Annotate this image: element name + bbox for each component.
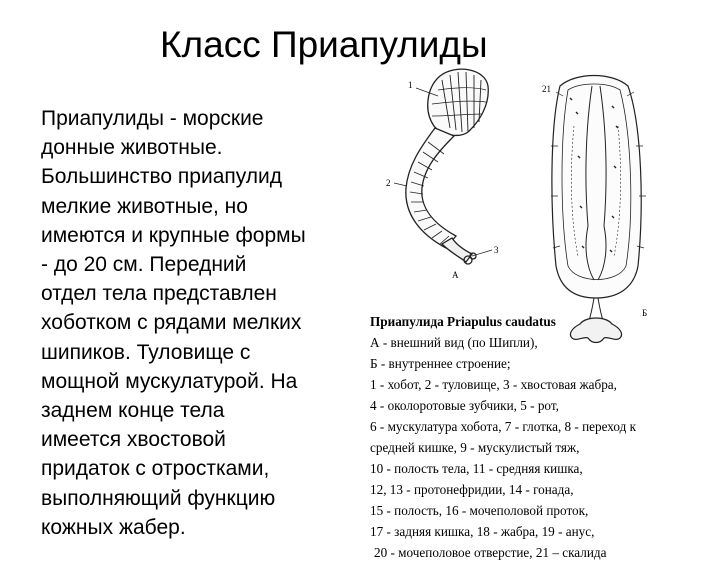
body-line: выполняющий функцию [41,486,276,510]
caption-line: 15 - полость, 16 - мочеполовой проток, [370,503,589,518]
body-line: Большинство приапулид [41,165,283,189]
body-line: имеется хвостовой [41,428,226,452]
caption-line: средней кишке, 9 - мускулистый тяж, [370,440,580,455]
figure-label-1: 1 [408,80,413,90]
body-line: Приапулиды - морские [41,107,264,130]
slide-title: Класс Приапулиды [160,24,488,65]
body-text [41,104,361,542]
figure-label-2: 2 [386,178,391,188]
body-line: хоботком с рядами мелких [41,311,302,335]
caption-line: 10 - полость тела, 11 - средняя кишка, [370,461,583,476]
body-line: шипиков. Туловище с [41,340,251,364]
body-line: кожных жабер. [41,515,186,539]
body-line: заднем конце тела [41,399,225,423]
caption-line: 12, 13 - протонефридии, 14 - гонада, [370,482,574,497]
body-line: придаток с отростками, [41,457,270,481]
body-line: донные животные. [41,136,223,160]
external-view-drawing [394,69,492,264]
caption-line: 6 - мускулатура хобота, 7 - глотка, 8 - переход к [370,419,637,434]
body-line: отдел тела представлен [41,282,277,306]
figure-label-a: А [452,270,459,280]
caption-line: 1 - хобот, 2 - туловище, 3 - хвостовая жабра, [370,377,617,392]
caption-title: Приапулида Priapulus caudatus [370,314,556,329]
body-line: мелкие животные, но [41,194,248,218]
internal-structure-drawing [551,76,646,343]
caption-line: 20 - мочеполовое отверстие, 21 – скалида [374,545,607,560]
figure-caption [370,311,715,563]
body-line: имеются и крупные формы [41,223,306,247]
caption-line: 17 - задняя кишка, 18 - жабра, 19 - анус, [370,524,595,539]
figure-label-21: 21 [542,84,551,94]
caption-line: Б - внутреннее строение; [370,356,511,371]
figure-label-3: 3 [494,245,499,255]
caption-line: А - внешний вид (по Шипли), [370,335,538,350]
figure-label-b: Б [642,308,648,318]
body-line: мощной мускулатурой. На [41,369,298,393]
body-line: - до 20 см. Передний [41,253,247,277]
caption-line: 4 - околоротовые зубчики, 5 - рот, [370,398,559,413]
